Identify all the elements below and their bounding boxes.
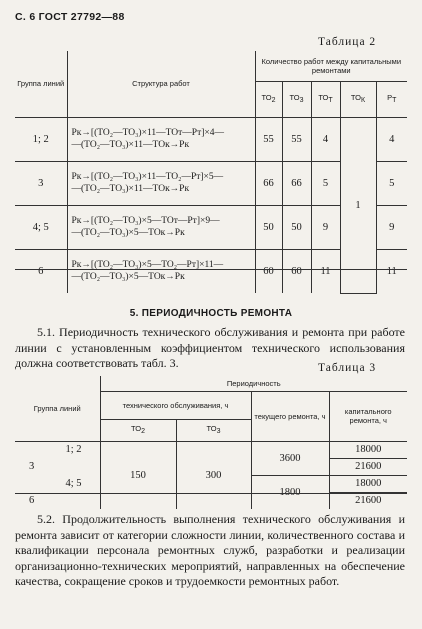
subcol-to2: ТО2 [255, 81, 282, 117]
table3-bottom-rule [15, 493, 407, 494]
row-tot: 9 [311, 205, 340, 249]
subcol-to2: ТО2 [100, 419, 176, 441]
table-row [15, 441, 407, 458]
row-to2: 55 [255, 117, 282, 161]
col-to-header: технического обслуживания, ч [100, 391, 251, 419]
row-group: 1; 2 [15, 441, 100, 458]
current-value: 1800 [251, 475, 329, 509]
row-structure: Рк→[(ТО₂—ТО₃)×11—ТОт—Рт]×4— —(ТО₂—ТО₃)×11—ТОк→Рк [67, 117, 255, 161]
subcol-tot: ТОТ [311, 81, 340, 117]
table2-bottom-rule [15, 269, 407, 270]
row-rt: 9 [376, 205, 407, 249]
row-structure: Рк→[(ТО₂—ТО₃)×5—ТОт—Рт]×9— —(ТО₂—ТО₃)×5—ТОк→Рк [67, 205, 255, 249]
row-group: 6 [15, 492, 100, 509]
section-title: 5. ПЕРИОДИЧНОСТЬ РЕМОНТА [129, 308, 293, 319]
subcol-tok: ТОК [340, 81, 376, 117]
col-current-header: текущего ремонта, ч [251, 391, 329, 441]
col-period-header: Периодичность [100, 376, 407, 391]
col-count-header: Количество работ между капитальными ремонтами [255, 51, 407, 81]
col-group-header: Группа линий [15, 51, 67, 117]
row-structure: Рк→[(ТО₂—ТО₃)×11—ТО₂—Рт]×5— —(ТО₂—ТО₃)×11—ТОк→Рк [67, 161, 255, 205]
subcol-to3: ТО3 [176, 419, 251, 441]
tok-value: 1 [340, 117, 376, 293]
col-capital-header: капитального ремонта, ч [329, 391, 407, 441]
current-value: 3600 [251, 441, 329, 475]
row-rt: 4 [376, 117, 407, 161]
row-to2: 60 [255, 249, 282, 293]
row-structure: Рк→[(ТО₂—ТО₃)×5—ТО₂—Рт]×11— —(ТО₂—ТО₃)×5—ТОк→Рк [67, 249, 255, 293]
col-structure-header: Структура работ [67, 51, 255, 117]
row-rt: 5 [376, 161, 407, 205]
row-group: 3 [15, 161, 67, 205]
capital-value: 18000 [329, 441, 407, 458]
capital-value: 18000 [329, 475, 407, 492]
row-to3: 50 [282, 205, 311, 249]
table3-caption: Таблица 3 [318, 362, 377, 374]
col-group-header: Группа линий [15, 376, 100, 441]
row-to3: 66 [282, 161, 311, 205]
table3 [15, 376, 407, 509]
page-header: С. 6 ГОСТ 27792—88 [15, 11, 125, 23]
row-to3: 55 [282, 117, 311, 161]
capital-value: 21600 [329, 492, 407, 509]
row-group: 4; 5 [15, 475, 100, 492]
row-group: 1; 2 [15, 117, 67, 161]
row-group: 4; 5 [15, 205, 67, 249]
row-to2: 66 [255, 161, 282, 205]
to3-value: 300 [176, 441, 251, 509]
row-to2: 50 [255, 205, 282, 249]
row-tot: 4 [311, 117, 340, 161]
table2-caption: Таблица 2 [318, 36, 377, 48]
row-to3: 60 [282, 249, 311, 293]
table-row [15, 117, 407, 161]
row-tot: 11 [311, 249, 340, 293]
paragraph-5-2: 5.2. Продолжительность выполнения технического обслуживания и ремонта зависит от категории сложности линии, количественного состава и квалификации персонала ремонтных служб, разработки и реализации организационно-технических мероприятий, направленных на обеспечение качества, сокращение сроков и трудоемкости ремонтных работ. [15, 512, 405, 588]
row-rt: 11 [376, 249, 407, 293]
subcol-to3: ТО3 [282, 81, 311, 117]
table2 [15, 51, 407, 294]
capital-value: 21600 [329, 458, 407, 475]
paragraph-5-1: 5.1. Периодичность технического обслуживания и ремонта при работе линии с установленным коэффициентом технического использования должна соответствовать табл. 3. [15, 325, 405, 370]
subcol-rt: РТ [376, 81, 407, 117]
row-group: 6 [15, 249, 67, 293]
to2-value: 150 [100, 441, 176, 509]
row-group: 3 [15, 458, 100, 475]
row-tot: 5 [311, 161, 340, 205]
